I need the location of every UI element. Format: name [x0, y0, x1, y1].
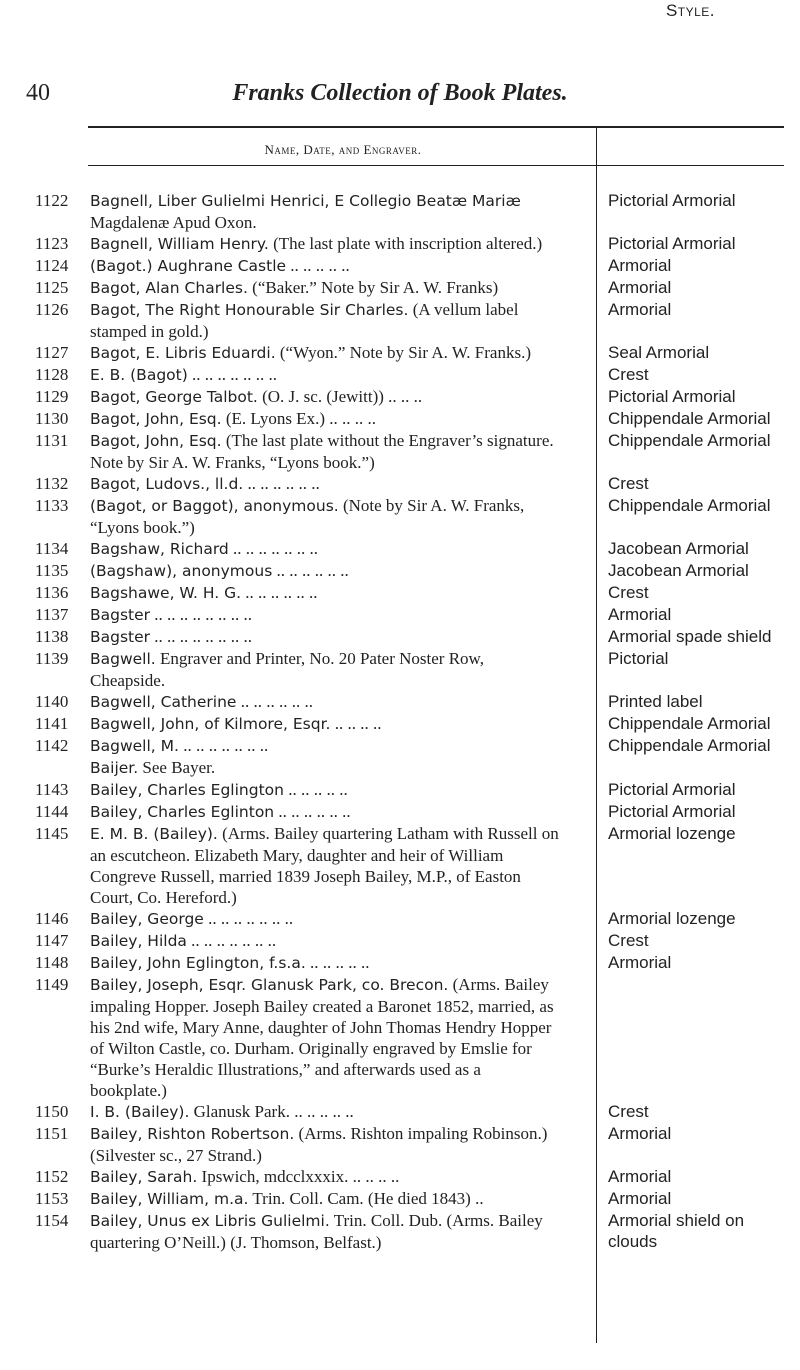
entry-row	[0, 582, 800, 604]
entry-description	[90, 801, 562, 823]
entry-name: E. B. (Bagot)	[90, 366, 188, 384]
entry-description	[90, 713, 562, 735]
entry-name: Bailey, George	[90, 910, 204, 928]
entry-row	[0, 779, 800, 801]
entry-number: 1134	[35, 539, 69, 558]
entry-row	[0, 190, 800, 233]
column-header-name: Name, Date, and Engraver.	[264, 142, 422, 157]
entry-name: Bailey, John Eglington, f.s.a.	[90, 954, 306, 972]
entry-name: E. M. B. (Bailey).	[90, 825, 218, 843]
entry-description	[90, 386, 562, 408]
entry-description	[90, 364, 562, 386]
entry-style: Jacobean Armorial	[608, 561, 749, 580]
entry-description	[90, 190, 562, 233]
entry-name: Bagot, E. Libris Eduardi.	[90, 344, 276, 362]
entry-style: Crest	[608, 583, 649, 602]
entry-style: Jacobean Armorial	[608, 539, 749, 558]
entry-note: .. .. .. .. .. ..	[272, 561, 349, 580]
entry-row	[0, 626, 800, 648]
entry-note: (The last plate without the Engraver’s signature. Note by Sir A. W. Franks, “Lyons book.”)	[90, 431, 554, 472]
running-title: Franks Collection of Book Plates.	[232, 80, 568, 106]
entry-note: (O. J. sc. (Jewitt)) .. .. ..	[257, 387, 423, 406]
entry-name: Bagwell.	[90, 650, 156, 668]
entry-style: Armorial spade shield	[608, 627, 772, 646]
entry-name: Bagot, Ludovs., ll.d.	[90, 475, 244, 493]
entry-name: Baijer.	[90, 759, 139, 777]
entry-row	[0, 386, 800, 408]
entry-note: See Bayer.	[138, 758, 216, 777]
entry-style: Armorial	[608, 300, 672, 319]
entry-note: Glanusk Park. .. .. .. .. ..	[189, 1102, 354, 1121]
entry-row	[0, 342, 800, 364]
entry-description	[90, 299, 562, 342]
entry-description	[90, 538, 562, 560]
entry-row	[0, 908, 800, 930]
entry-style: Chippendale Armorial	[608, 736, 771, 755]
entry-description	[90, 1210, 562, 1253]
entry-description	[90, 1123, 562, 1166]
entry-row	[0, 299, 800, 342]
entry-note: (A vellum label stamped in gold.)	[90, 300, 519, 341]
entry-name: (Bagot, or Baggot), anonymous.	[90, 497, 339, 515]
entry-note: .. .. .. .. .. .. ..	[203, 909, 294, 928]
entry-description	[90, 974, 562, 1101]
entry-row	[0, 430, 800, 473]
entry-name: Bagwell, M.	[90, 737, 179, 755]
entry-description	[90, 648, 562, 691]
entry-name: Bagot, John, Esq.	[90, 432, 222, 450]
entry-name: Bagot, The Right Honourable Sir Charles.	[90, 301, 409, 319]
entry-name: Bagshaw, Richard	[90, 540, 229, 558]
top-rule	[88, 126, 784, 128]
entry-description	[90, 604, 562, 626]
entry-row	[0, 974, 800, 1101]
entry-style: Armorial	[608, 256, 672, 275]
entry-number: 1152	[35, 1167, 69, 1186]
entry-name: Bagster	[90, 628, 151, 646]
entry-number: 1141	[35, 714, 69, 733]
entry-number: 1140	[35, 692, 69, 711]
entry-number: 1127	[35, 343, 69, 362]
entry-name: Bailey, Hilda	[90, 932, 187, 950]
entry-note: Trin. Coll. Cam. (He died 1843) ..	[248, 1189, 484, 1208]
entry-row	[0, 1210, 800, 1253]
entry-description	[90, 1166, 562, 1188]
entry-number: 1128	[35, 365, 69, 384]
entry-name: Bailey, Unus ex Libris Gulielmi.	[90, 1212, 330, 1230]
entry-description	[90, 582, 562, 604]
entry-style: Pictorial	[608, 649, 669, 668]
entry-row	[0, 538, 800, 560]
entry-style: Pictorial Armorial	[608, 191, 736, 210]
entry-note: (“Wyon.” Note by Sir A. W. Franks.)	[275, 343, 531, 362]
entry-style: Pictorial Armorial	[608, 780, 736, 799]
entry-note: (Note by Sir A. W. Franks, “Lyons book.”)	[90, 496, 525, 537]
entry-style: Crest	[608, 1102, 649, 1121]
column-header-style: Style.	[665, 1, 716, 20]
entry-number: 1125	[35, 278, 69, 297]
entry-note: .. .. .. .. ..	[286, 256, 350, 275]
entry-style: Armorial	[608, 1124, 672, 1143]
entry-description	[90, 779, 562, 801]
entry-name: Bagot, Alan Charles.	[90, 279, 248, 297]
entry-row	[0, 1101, 800, 1123]
entry-number: 1137	[35, 605, 69, 624]
entries-list	[0, 190, 800, 1253]
entry-number: 1154	[35, 1211, 69, 1230]
page-number: 40	[26, 80, 50, 106]
entry-note: .. .. .. ..	[330, 714, 382, 733]
entry-row	[0, 1123, 800, 1166]
entry-number: 1143	[35, 780, 69, 799]
entry-number: 1138	[35, 627, 69, 646]
entry-row	[0, 560, 800, 582]
entry-name: (Bagshaw), anonymous	[90, 562, 273, 580]
entry-row	[0, 930, 800, 952]
entry-name: Bailey, Rishton Robertson.	[90, 1125, 295, 1143]
entry-name: Bagshawe, W. H. G.	[90, 584, 242, 602]
entry-row	[0, 735, 800, 757]
entry-style: Armorial	[608, 1189, 672, 1208]
entry-description	[90, 233, 562, 255]
entry-number: 1146	[35, 909, 69, 928]
entry-name: Bagwell, John, of Kilmore, Esqr.	[90, 715, 331, 733]
entry-row	[0, 952, 800, 974]
entry-name: (Bagot.) Aughrane Castle	[90, 257, 287, 275]
entry-note: .. .. .. .. .. .. .. ..	[150, 605, 253, 624]
entry-note: .. .. .. .. .. .. ..	[228, 539, 319, 558]
entry-note: .. .. .. .. .. .. ..	[186, 931, 277, 950]
entry-note: .. .. .. .. .. .. ..	[178, 736, 269, 755]
entry-note: Trin. Coll. Dub. (Arms. Bailey quartering O’Neill.) (J. Thomson, Belfast.)	[90, 1211, 543, 1252]
entry-row	[0, 1188, 800, 1210]
entry-description	[90, 277, 562, 299]
entry-note: (E. Lyons Ex.) .. .. .. ..	[221, 409, 376, 428]
entry-name: I. B. (Bailey).	[90, 1103, 190, 1121]
entry-row	[0, 495, 800, 538]
entry-number: 1129	[35, 387, 69, 406]
entry-name: Bagwell, Catherine	[90, 693, 237, 711]
entry-note: (Arms. Rishton impaling Robinson.) (Silvester sc., 27 Strand.)	[90, 1124, 548, 1165]
entry-number: 1133	[35, 496, 69, 515]
entry-name: Bailey, Sarah.	[90, 1168, 198, 1186]
entry-description	[90, 1188, 562, 1210]
entry-description	[90, 908, 562, 930]
entry-number: 1136	[35, 583, 69, 602]
entry-row	[0, 255, 800, 277]
entry-description	[90, 473, 562, 495]
entry-name: Bagnell, Liber Gulielmi Henrici, E Collegio Beatæ Mariæ	[90, 192, 521, 210]
entry-description	[90, 952, 562, 974]
entry-note: Ipswich, mdcclxxxix. .. .. .. ..	[197, 1167, 400, 1186]
entry-name: Bagnell, William Henry.	[90, 235, 269, 253]
entry-note: .. .. .. .. .. ..	[243, 474, 320, 493]
entry-note: .. .. .. .. ..	[283, 780, 348, 799]
entry-note: (Arms. Bailey impaling Hopper. Joseph Bailey created a Baronet 1852, married, as his 2nd wife, Mary Anne, daughter of John Thomas Hendry Hopper of Wilton Castle, co. Durham. Originally engraved by Emslie for “Burke’s Heraldic Illustrations,” and afterwards used as a bookplate.)	[90, 975, 554, 1100]
entry-description	[90, 735, 562, 757]
entry-number: 1148	[35, 953, 69, 972]
entry-number: 1139	[35, 649, 69, 668]
entry-number: 1147	[35, 931, 69, 950]
entry-description	[90, 1101, 562, 1123]
entry-description	[90, 626, 562, 648]
entry-style: Chippendale Armorial	[608, 409, 771, 428]
entry-number: 1132	[35, 474, 69, 493]
entry-description	[90, 757, 562, 779]
entry-number: 1131	[35, 431, 69, 450]
entry-name: Bagot, George Talbot.	[90, 388, 258, 406]
entry-row	[0, 757, 800, 779]
entry-description	[90, 823, 562, 908]
entry-name: Bailey, Charles Eglinton	[90, 803, 275, 821]
entry-number: 1126	[35, 300, 69, 319]
entry-style: Pictorial Armorial	[608, 387, 736, 406]
entry-style: Chippendale Armorial	[608, 496, 771, 515]
entry-style: Armorial	[608, 278, 672, 297]
entry-number: 1149	[35, 975, 69, 994]
entry-name: Bagot, John, Esq.	[90, 410, 222, 428]
page-header	[0, 80, 800, 120]
entry-note: .. .. .. .. .. .. .. ..	[150, 627, 253, 646]
entry-note: .. .. .. .. .. ..	[241, 583, 318, 602]
entry-note: Engraver and Printer, No. 20 Pater Noster Row, Cheapside.	[90, 649, 484, 690]
entry-description	[90, 430, 562, 473]
entry-row	[0, 473, 800, 495]
entry-row	[0, 1166, 800, 1188]
entry-number: 1153	[35, 1189, 69, 1208]
entry-number: 1145	[35, 824, 69, 843]
entry-row	[0, 648, 800, 691]
entry-number: 1124	[35, 256, 69, 275]
entry-style: Crest	[608, 474, 649, 493]
entry-row	[0, 691, 800, 713]
entry-note: .. .. .. .. ..	[305, 953, 370, 972]
entry-row	[0, 364, 800, 386]
entry-number: 1144	[35, 802, 69, 821]
entry-row	[0, 823, 800, 908]
entry-name: Bailey, Charles Eglington	[90, 781, 284, 799]
entry-number: 1142	[35, 736, 69, 755]
entry-style: Seal Armorial	[608, 343, 710, 362]
entry-style: Armorial lozenge	[608, 824, 736, 843]
entry-style: Armorial	[608, 605, 672, 624]
entry-style: Armorial	[608, 1167, 672, 1186]
entry-style: Armorial lozenge	[608, 909, 736, 928]
entry-note: (The last plate with inscription altered.)	[268, 234, 543, 253]
entry-style: Armorial	[608, 953, 672, 972]
entry-row	[0, 604, 800, 626]
entry-number: 1135	[35, 561, 69, 580]
entry-row	[0, 233, 800, 255]
entry-style: Armorial shield on clouds	[608, 1211, 745, 1251]
entry-name: Bagster	[90, 606, 151, 624]
entry-description	[90, 691, 562, 713]
entry-row	[0, 277, 800, 299]
entry-description	[90, 930, 562, 952]
entry-style: Pictorial Armorial	[608, 234, 736, 253]
entry-style: Chippendale Armorial	[608, 431, 771, 450]
entry-style: Crest	[608, 931, 649, 950]
entry-description	[90, 495, 562, 538]
entry-row	[0, 713, 800, 735]
entry-row	[0, 801, 800, 823]
entry-note: (“Baker.” Note by Sir A. W. Franks)	[247, 278, 499, 297]
entry-description	[90, 342, 562, 364]
entry-style: Crest	[608, 365, 649, 384]
entry-note: Magdalenæ Apud Oxon.	[90, 213, 257, 232]
entry-number: 1150	[35, 1102, 69, 1121]
entry-description	[90, 560, 562, 582]
entry-style: Chippendale Armorial	[608, 714, 771, 733]
entry-number: 1123	[35, 234, 69, 253]
entry-note: .. .. .. .. .. ..	[236, 692, 313, 711]
entry-row	[0, 408, 800, 430]
entry-description	[90, 408, 562, 430]
entry-style: Pictorial Armorial	[608, 802, 736, 821]
entry-style: Printed label	[608, 692, 703, 711]
entry-name: Bailey, Joseph, Esqr. Glanusk Park, co. Brecon.	[90, 976, 449, 994]
entry-note: .. .. .. .. .. .. ..	[187, 365, 278, 384]
entry-description	[90, 255, 562, 277]
entry-name: Bailey, William, m.a.	[90, 1190, 249, 1208]
entry-note: (Arms. Bailey quartering Latham with Russell on an escutcheon. Elizabeth Mary, daughter and heir of William Congreve Russell, married 1839 Joseph Bailey, M.P., of Easton Court, Co. Hereford.)	[90, 824, 559, 907]
entry-number: 1122	[35, 191, 69, 210]
entry-number: 1151	[35, 1124, 69, 1143]
entry-note: .. .. .. .. .. ..	[274, 802, 351, 821]
header-rule	[88, 165, 784, 166]
entry-number: 1130	[35, 409, 69, 428]
